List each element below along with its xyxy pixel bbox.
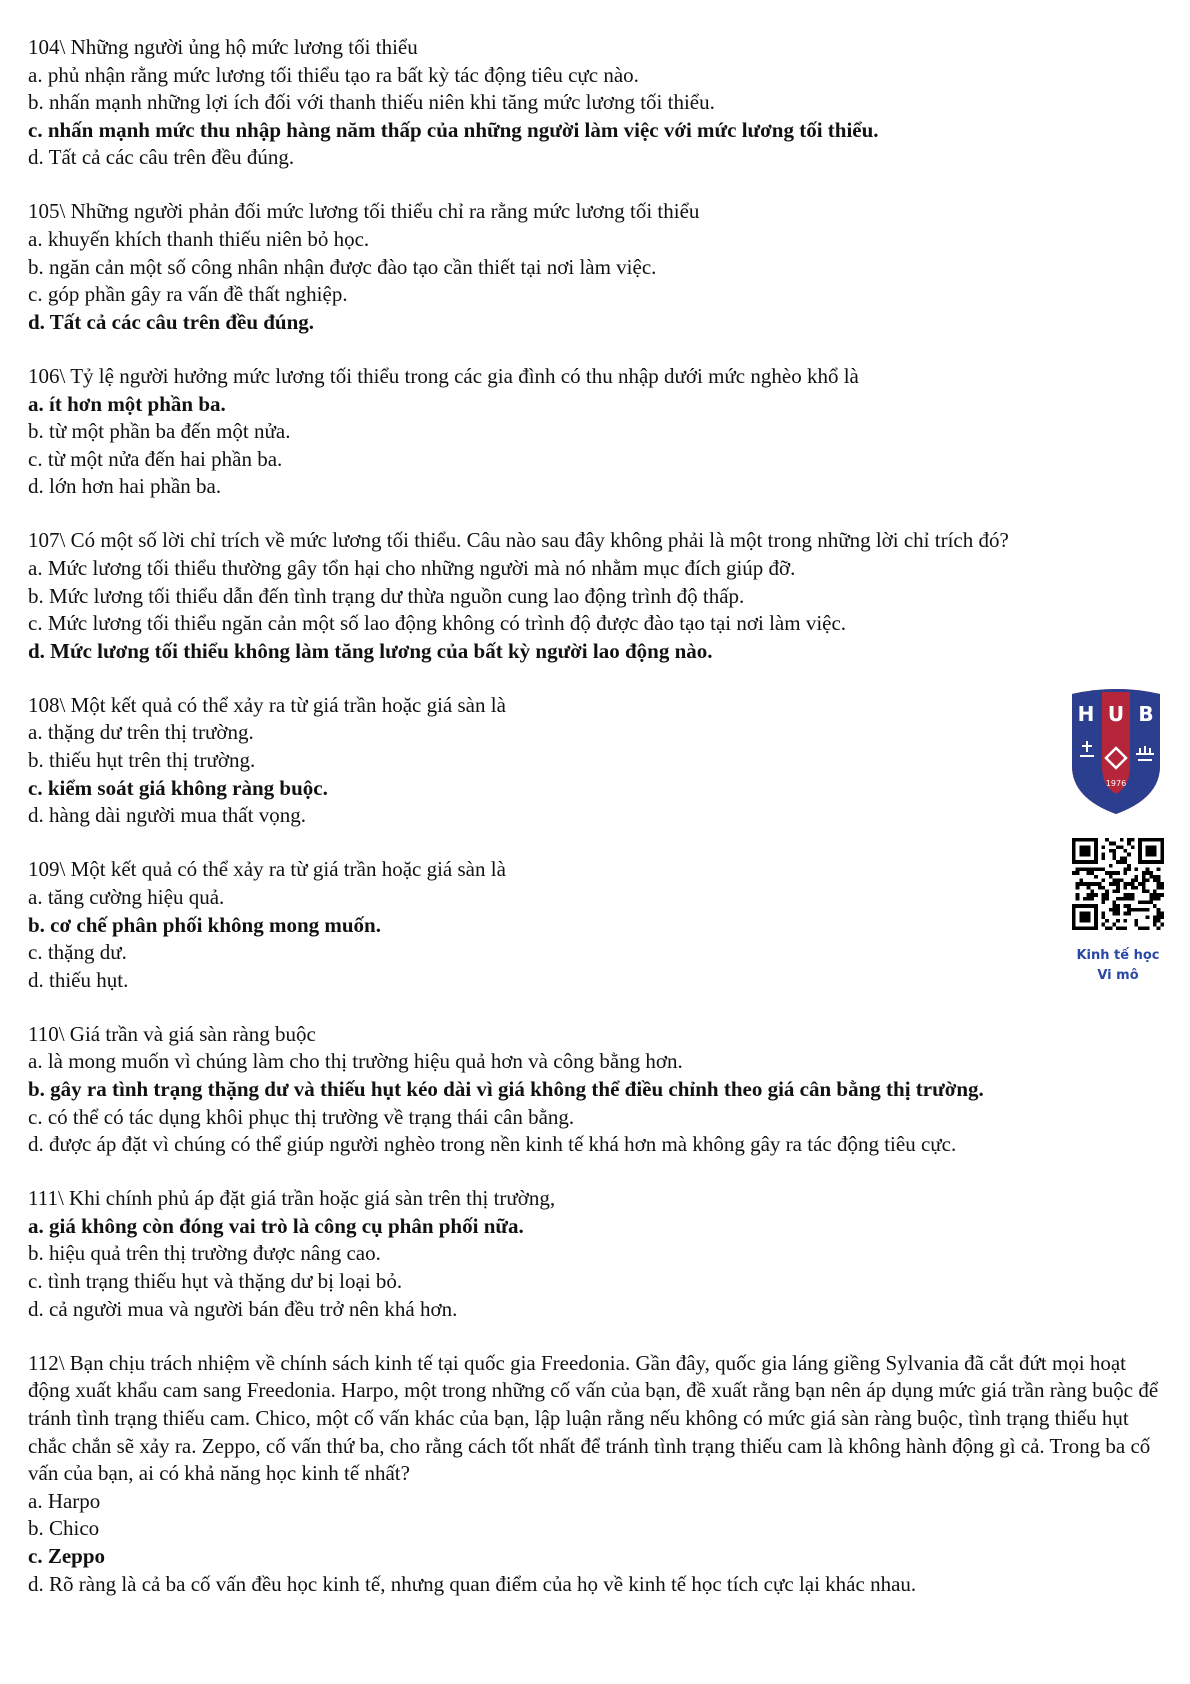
question-stem: 107\ Có một số lời chỉ trích về mức lương tối thiểu. Câu nào sau đây không phải là một trong những lời chỉ trích đó? (28, 528, 1009, 553)
university-shield-icon (1068, 686, 1164, 816)
answer-option: c. từ một nửa đến hai phần ba. (28, 446, 283, 471)
logo-letter-u: U (1107, 702, 1125, 726)
answer-option: c. Mức lương tối thiểu ngăn cản một số lao động không có trình độ được đào tạo tại nơi làm việc. (28, 611, 847, 636)
answer-option-correct: b. gây ra tình trạng thặng dư và thiếu hụt kéo dài vì giá không thể điều chỉnh theo giá cân bằng thị trường. (28, 1077, 984, 1101)
hub-logo-badge (1068, 686, 1168, 816)
answer-option-correct: d. Tất cả các câu trên đều đúng. (28, 309, 315, 334)
answer-option: a. thặng dư trên thị trường. (28, 720, 254, 745)
answer-option: a. Mức lương tối thiểu thường gây tổn hại cho những người mà nó nhằm mục đích giúp đỡ. (28, 556, 796, 580)
question-stem: 109\ Một kết quả có thể xảy ra từ giá trần hoặc giá sàn là (28, 857, 506, 882)
answer-option: c. có thể có tác dụng khôi phục thị trường về trạng thái cân bằng. (28, 1104, 575, 1129)
answer-option-correct: c. nhấn mạnh mức thu nhập hàng năm thấp của những người làm việc với mức lương tối thiểu. (28, 117, 879, 142)
answer-option: d. Tất cả các câu trên đều đúng. (28, 145, 295, 170)
question-block (28, 1021, 1168, 1159)
answer-option: b. Mức lương tối thiểu dẫn đến tình trạng dư thừa nguồn cung lao động trình độ thấp. (28, 583, 745, 608)
answer-option: d. cả người mua và người bán đều trở nên khá hơn. (28, 1296, 458, 1321)
subject-label-line1: Kinh tế học (1076, 948, 1160, 963)
question-block (28, 198, 1168, 336)
answer-option: b. ngăn cản một số công nhân nhận được đào tạo cần thiết tại nơi làm việc. (28, 254, 657, 279)
answer-option: c. thặng dư. (28, 940, 127, 965)
answer-option: d. lớn hơn hai phần ba. (28, 474, 222, 499)
question-stem: 106\ Tỷ lệ người hưởng mức lương tối thiểu trong các gia đình có thu nhập dưới mức nghèo khổ là (28, 363, 859, 388)
question-block (28, 692, 1168, 830)
answer-option: b. nhấn mạnh những lợi ích đối với thanh thiếu niên khi tăng mức lương tối thiểu. (28, 90, 715, 115)
answer-option-correct: a. ít hơn một phần ba. (28, 391, 226, 416)
question-list (28, 34, 1168, 1625)
answer-option: a. tăng cường hiệu quả. (28, 884, 225, 909)
answer-option-correct: a. giá không còn đóng vai trò là công cụ phân phối nữa. (28, 1213, 524, 1238)
question-block (28, 1350, 1168, 1598)
answer-option: a. Harpo (28, 1488, 101, 1513)
logo-letter-b: B (1138, 702, 1154, 726)
answer-option: a. phủ nhận rằng mức lương tối thiểu tạo ra bất kỳ tác động tiêu cực nào. (28, 62, 639, 87)
answer-option-correct: c. Zeppo (28, 1543, 106, 1568)
answer-option-correct: b. cơ chế phân phối không mong muốn. (28, 912, 381, 937)
answer-option-correct: c. kiểm soát giá không ràng buộc. (28, 775, 328, 800)
question-stem: 112\ Bạn chịu trách nhiệm về chính sách kinh tế tại quốc gia Freedonia. Gần đây, quốc gia láng giềng Sylvania đã cắt đứt mọi hoạt động xuất khẩu cam sang Freedonia. Harpo, một trong những cố vấn của bạn, đề xuất rằng bạn nên áp dụng mức giá trần ràng buộc để tránh tình trạng thiếu cam. Chico, một cố vấn khác của bạn, lập luận rằng nếu không có mức giá sàn ràng buộc, tình trạng thiếu hụt chắc chắn sẽ xảy ra. Zeppo, cố vấn thứ ba, cho rằng cách tốt nhất để tránh tình trạng thiếu cam là không hành động gì cả. Trong ba cố vấn của bạn, ai có khả năng học kinh tế nhất? (28, 1350, 1159, 1486)
logo-year: 1976 (1105, 779, 1127, 788)
question-block (28, 527, 1168, 665)
answer-option: d. hàng dài người mua thất vọng. (28, 803, 306, 828)
question-block (28, 34, 1168, 172)
question-block (28, 856, 1168, 994)
question-block (28, 1185, 1168, 1323)
question-block (28, 363, 1168, 501)
answer-option: d. thiếu hụt. (28, 967, 129, 992)
answer-option-correct: d. Mức lương tối thiểu không làm tăng lương của bất kỳ người lao động nào. (28, 638, 713, 663)
answer-option: a. là mong muốn vì chúng làm cho thị trường hiệu quả hơn và công bằng hơn. (28, 1049, 683, 1074)
logo-letter-h: H (1077, 702, 1095, 726)
answer-option: b. từ một phần ba đến một nửa. (28, 419, 291, 444)
answer-option: a. khuyến khích thanh thiếu niên bỏ học. (28, 227, 370, 252)
question-stem: 111\ Khi chính phủ áp đặt giá trần hoặc giá sàn trên thị trường, (28, 1186, 556, 1211)
qr-code-icon (1072, 838, 1164, 930)
answer-option: b. Chico (28, 1516, 100, 1541)
answer-option: c. tình trạng thiếu hụt và thặng dư bị loại bỏ. (28, 1269, 403, 1294)
answer-option: b. hiệu quả trên thị trường được nâng cao. (28, 1241, 381, 1266)
answer-option: d. Rõ ràng là cả ba cố vấn đều học kinh tế, nhưng quan điểm của họ về kinh tế học tích cực lại khác nhau. (28, 1571, 917, 1596)
answer-option: c. góp phần gây ra vấn đề thất nghiệp. (28, 282, 348, 307)
question-stem: 108\ Một kết quả có thể xảy ra từ giá trần hoặc giá sàn là (28, 692, 506, 717)
answer-option: b. thiếu hụt trên thị trường. (28, 748, 256, 773)
question-stem: 105\ Những người phản đối mức lương tối thiểu chỉ ra rằng mức lương tối thiểu (28, 199, 700, 224)
question-stem: 110\ Giá trần và giá sàn ràng buộc (28, 1021, 316, 1046)
question-stem: 104\ Những người ủng hộ mức lương tối thiểu (28, 35, 418, 59)
subject-label-line2: Vi mô (1097, 968, 1139, 983)
answer-option: d. được áp đặt vì chúng có thể giúp người nghèo trong nền kinh tế khá hơn mà không gây ra tác động tiêu cực. (28, 1132, 957, 1157)
